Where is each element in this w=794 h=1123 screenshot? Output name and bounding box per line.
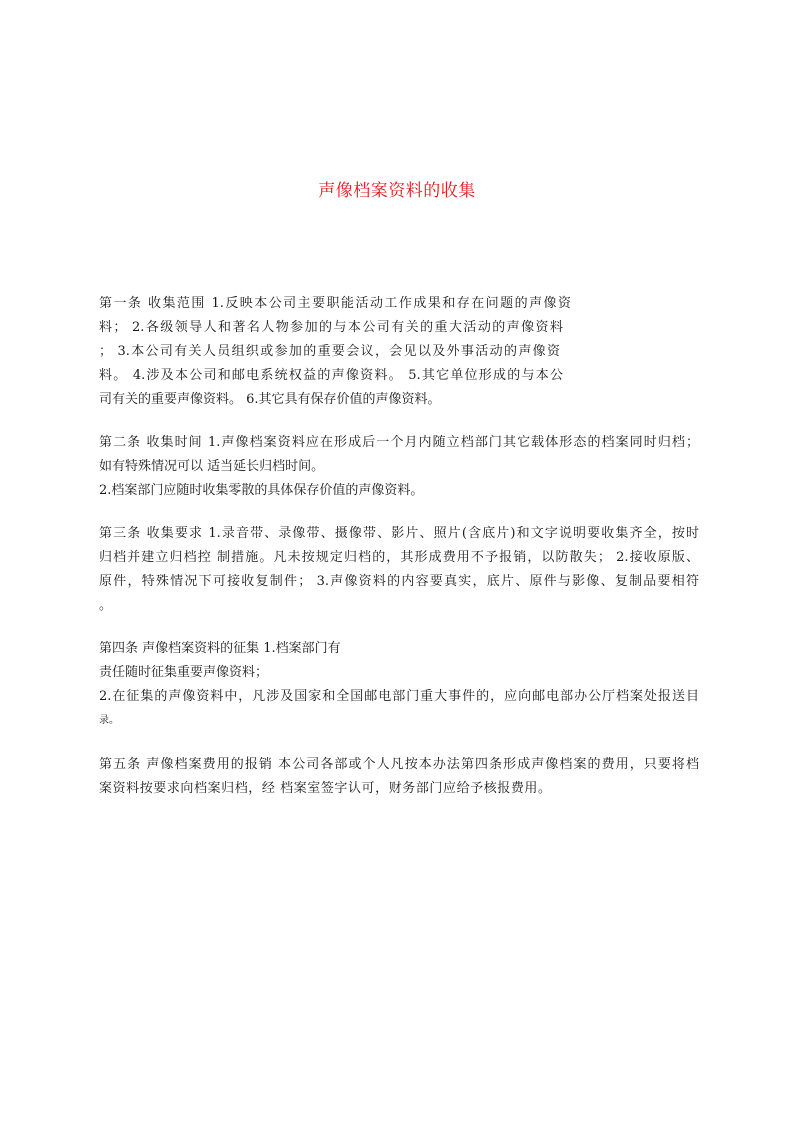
article-2-line: 2.档案部门应随时收集零散的具体保存价值的声像资料。 xyxy=(99,483,424,498)
article-2-collection-time xyxy=(99,431,699,503)
article-3-line: 。 xyxy=(99,598,113,613)
article-3-line: 第三条 收集要求 1.录音带、录像带、摄像带、影片、照片(含底片)和文字说明要收集齐全，按时 xyxy=(99,526,699,541)
article-1-line: 第一条 收集范围 1.反映本公司主要职能活动工作成果和存在问题的声像资 xyxy=(99,296,571,311)
article-1-line: 料。 4.涉及本公司和邮电系统权益的声像资料。 5.其它单位形成的与本公 xyxy=(99,368,563,383)
article-2-line: 如有特殊情况可以 适当延长归档时间。 xyxy=(99,459,325,474)
article-4-line: 录。 xyxy=(99,715,119,726)
article-3-collection-requirements xyxy=(99,522,699,618)
article-4-solicitation xyxy=(99,637,699,733)
article-1-line: 料； 2.各级领导人和著名人物参加的与本公司有关的重大活动的声像资料 xyxy=(99,320,563,335)
article-5-line: 案资料按要求向档案归档，经 档案室签字认可，财务部门应给予核报费用。 xyxy=(99,781,551,796)
article-2-line: 第二条 收集时间 1.声像档案资料应在形成后一个月内随立档部门其它载体形态的档案同时归档； xyxy=(99,435,699,450)
article-5-expense-reimbursement xyxy=(99,753,699,801)
article-1-line: 司有关的重要声像资料。 6.其它具有保存价值的声像资料。 xyxy=(99,392,441,407)
article-4-line: 责任随时征集重要声像资料； xyxy=(99,665,269,680)
article-4-line: 第四条 声像档案资料的征集 1.档案部门有 xyxy=(99,641,341,656)
article-1-collection-scope xyxy=(99,292,699,412)
page-title: 声像档案资料的收集 xyxy=(318,181,476,201)
article-4-line: 2.在征集的声像资料中，凡涉及国家和全国邮电部门重大事件的，应向邮电部办公厅档案处报送目 xyxy=(99,689,699,704)
article-5-line: 第五条 声像档案费用的报销 本公司各部或个人凡按本办法第四条形成声像档案的费用，只要将档 xyxy=(99,757,699,772)
article-3-line: 原件，特殊情况下可接收复制件； 3.声像资料的内容要真实，底片、原件与影像、复制品要相符 xyxy=(99,574,699,589)
article-3-line: 归档并建立归档控 制措施。凡未按规定归档的，其形成费用不予报销，以防散失； 2.接收原版、 xyxy=(99,550,699,565)
article-1-line: ； 3.本公司有关人员组织或参加的重要会议，会见以及外事活动的声像资 xyxy=(99,344,560,359)
